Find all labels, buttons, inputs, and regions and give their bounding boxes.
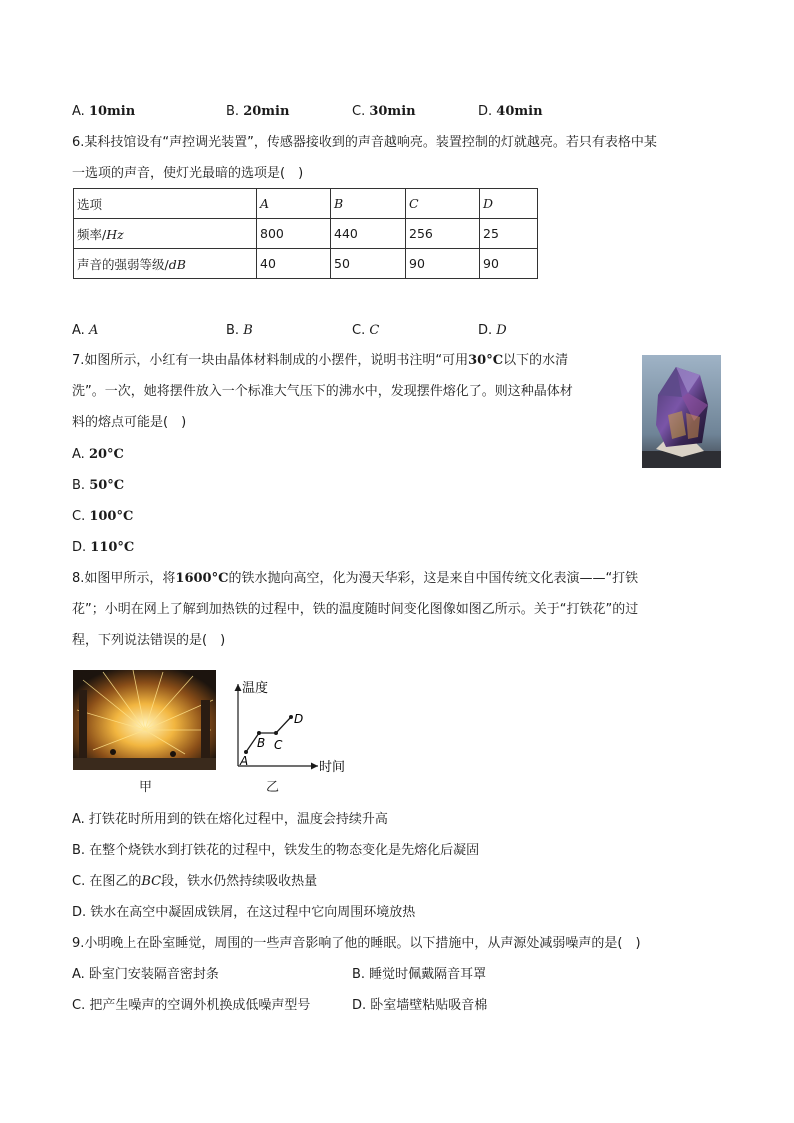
q6-stem-line1: 6.某科技馆设有“声控调光装置”，传感器接收到的声音越响亮。装置控制的灯就越亮。若只有表格中某: [72, 135, 657, 150]
table-cell: A: [257, 189, 331, 219]
table-cell: B: [331, 189, 406, 219]
q7-option-b: B. 50°C: [72, 478, 125, 493]
table-cell: 440: [331, 219, 406, 249]
q7-option-a: A. 20°C: [72, 447, 124, 462]
table-row: [74, 219, 538, 249]
q7-stem-line1: 7.如图所示，小红有一块由晶体材料制成的小摆件，说明书注明“可用30°C以下的水清: [72, 353, 569, 368]
table-cell: 90: [406, 249, 480, 279]
q7-stem-line2: 洗”。一次，她将摆件放入一个标准大气压下的沸水中，发现摆件熔化了。则这种晶体材: [72, 384, 573, 399]
point-c-label: C: [274, 738, 283, 752]
table-cell: C: [406, 189, 480, 219]
q8-stem-line2: 花”；小明在网上了解到加热铁的过程中，铁的温度随时间变化图像如图乙所示。关于“打铁花”的过: [72, 602, 639, 617]
iron-flower-photo: [73, 670, 216, 770]
x-axis-label: 时间: [319, 760, 346, 775]
table-cell: 25: [480, 219, 538, 249]
q6-option-a: A. A: [72, 323, 99, 338]
table-cell: 声音的强弱等级/dB: [74, 249, 257, 279]
y-axis-label: 温度: [242, 681, 269, 696]
temperature-curve: [246, 717, 291, 752]
q6-option-b: B. B: [226, 323, 253, 338]
table-cell: 90: [480, 249, 538, 279]
q8-stem-line3: 程，下列说法错误的是( ): [72, 633, 226, 648]
q5-option-d: D. 40min: [478, 104, 543, 119]
point-b-label: B: [257, 736, 266, 750]
q7-option-d: D. 110°C: [72, 540, 135, 555]
q6-stem-line2: 一选项的声音，使灯光最暗的选项是( ): [72, 166, 304, 181]
q6-option-d: D. D: [478, 323, 507, 338]
table-cell: 50: [331, 249, 406, 279]
q8-option-d: D. 铁水在高空中凝固成铁屑，在这过程中它向周围环境放热: [72, 905, 416, 920]
q8-option-c: C. 在图乙的BC段，铁水仍然持续吸收热量: [72, 874, 318, 889]
q9-option-a: A. 卧室门安装隔音密封条: [72, 967, 219, 982]
point-b: [257, 731, 261, 735]
q9-stem: 9.小明晚上在卧室睡觉，周围的一些声音影响了他的睡眠。以下措施中，从声源处减弱噪声的是( ): [72, 936, 641, 951]
q8-stem-line1: 8.如图甲所示，将1600°C的铁水抛向高空，化为漫天华彩，这是来自中国传统文化表演——“打铁: [72, 571, 639, 586]
q9-option-d: D. 卧室墙壁粘贴吸音棉: [352, 998, 488, 1013]
q5-option-c: C. 30min: [352, 104, 416, 119]
table-cell: 800: [257, 219, 331, 249]
table-cell: 256: [406, 219, 480, 249]
q7-option-c: C. 100°C: [72, 509, 134, 524]
point-c: [274, 731, 278, 735]
figure-caption-jia: 甲: [139, 780, 153, 795]
point-a-label: A: [240, 754, 249, 768]
q6-option-c: C. C: [352, 323, 380, 338]
table-row: [74, 189, 538, 219]
table-cell: D: [480, 189, 538, 219]
q5-option-b: B. 20min: [226, 104, 290, 119]
q5-option-a: A. 10min: [72, 104, 136, 119]
q7-stem-line3: 料的熔点可能是( ): [72, 415, 187, 430]
q8-option-a: A. 打铁花时所用到的铁在熔化过程中，温度会持续升高: [72, 812, 388, 827]
temperature-time-graph: [228, 672, 358, 776]
point-d: [289, 715, 293, 719]
point-d-label: D: [294, 712, 304, 726]
table-row: [74, 249, 538, 279]
q8-option-b: B. 在整个烧铁水到打铁花的过程中，铁发生的物态变化是先熔化后凝固: [72, 843, 480, 858]
table-cell: 40: [257, 249, 331, 279]
q9-option-c: C. 把产生噪声的空调外机换成低噪声型号: [72, 998, 311, 1013]
table-cell: 频率/Hz: [74, 219, 257, 249]
crystal-photo: [642, 355, 721, 468]
table-cell: 选项: [74, 189, 257, 219]
q6-table: [73, 188, 538, 279]
q9-option-b: B. 睡觉时佩戴隔音耳罩: [352, 967, 487, 982]
figure-caption-yi: 乙: [266, 780, 280, 795]
